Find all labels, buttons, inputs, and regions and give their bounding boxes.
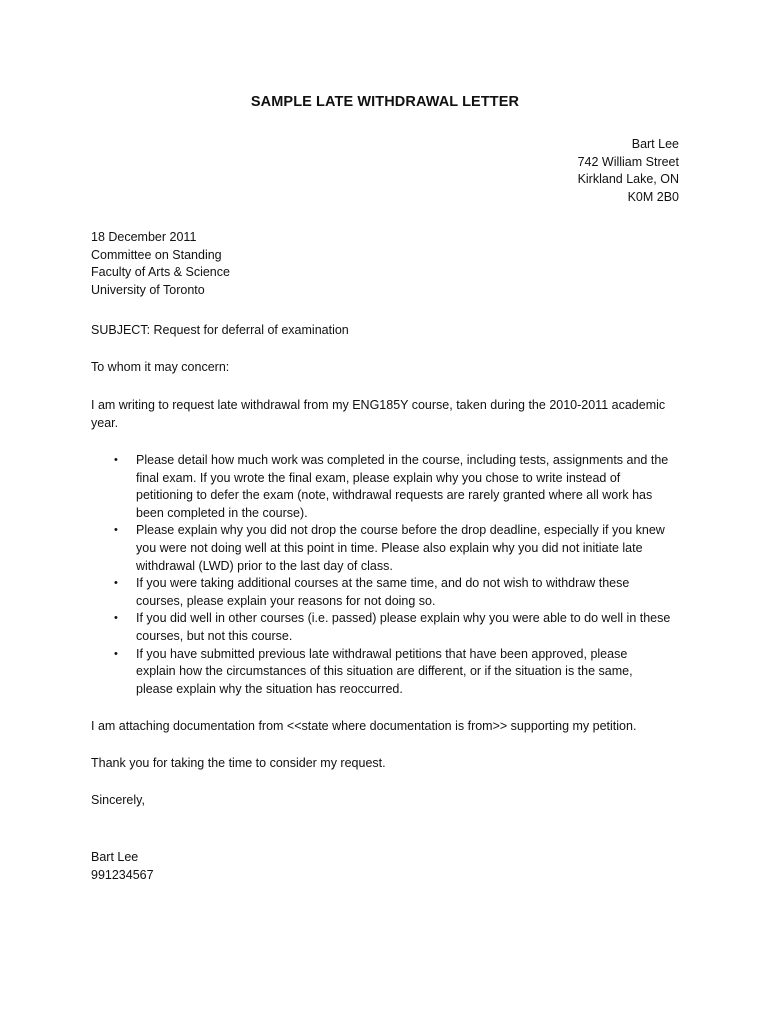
- sender-city: Kirkland Lake, ON: [577, 172, 679, 187]
- list-item-line: withdrawal (LWD) prior to the last day of class.: [136, 558, 393, 573]
- list-item: [91, 646, 691, 699]
- bullet-icon: •: [114, 647, 118, 660]
- subject-line: SUBJECT: Request for deferral of examination: [91, 323, 349, 337]
- list-item-line: courses, but not this course.: [136, 628, 293, 643]
- intro-paragraph: [91, 397, 691, 432]
- list-item: [91, 575, 691, 610]
- bullet-icon: •: [114, 577, 118, 590]
- list-item-line: If you were taking additional courses at the same time, and do not wish to withdraw these: [136, 576, 630, 591]
- sender-name: Bart Lee: [631, 137, 679, 151]
- list-item-line: please explain why the situation has reoccurred.: [136, 681, 403, 696]
- recipient-line-2: Faculty of Arts & Science: [91, 265, 230, 280]
- intro-line-2: year.: [91, 415, 119, 430]
- bullet-icon: •: [114, 524, 118, 537]
- list-item-line: final exam. If you wrote the final exam, please explain why you chose to write instead of: [136, 470, 621, 485]
- greeting: To whom it may concern:: [91, 360, 230, 374]
- list-item: [91, 610, 691, 645]
- thanks-paragraph: Thank you for taking the time to consider my request.: [91, 756, 386, 770]
- letter-date: 18 December 2011: [91, 230, 197, 244]
- list-item-line: Please explain why you did not drop the course before the drop deadline, especially if you knew: [136, 523, 665, 538]
- intro-line-1: I am writing to request late withdrawal from my ENG185Y course, taken during the 2010-2011 academic: [91, 398, 666, 412]
- list-item-line: you were not doing well at this point in time. Please also explain why you did not initiate late: [136, 540, 643, 555]
- list-item-line: been completed in the course).: [136, 505, 308, 520]
- recipient-line-3: University of Toronto: [91, 282, 205, 297]
- list-item-line: explain how the circumstances of this situation are different, or if the situation is the same,: [136, 664, 633, 679]
- list-item-line: If you did well in other courses (i.e. passed) please explain why you were able to do well in these: [136, 611, 671, 626]
- list-item: [91, 452, 691, 522]
- letter-title: SAMPLE LATE WITHDRAWAL LETTER: [250, 94, 520, 110]
- closing: Sincerely,: [91, 793, 145, 807]
- bullet-icon: •: [114, 612, 118, 625]
- list-item: [91, 522, 691, 575]
- signature-block: [91, 849, 691, 884]
- student-number: 991234567: [91, 867, 154, 882]
- sender-address: [578, 136, 679, 206]
- list-item-line: courses, please explain your reasons for not doing so.: [136, 593, 436, 608]
- instruction-list: [91, 452, 691, 698]
- list-item-line: If you have submitted previous late withdrawal petitions that have been approved, please: [136, 646, 628, 661]
- recipient-address: [91, 229, 691, 299]
- attachment-paragraph: I am attaching documentation from <<state where documentation is from>> supporting my petition.: [91, 719, 637, 733]
- sender-postal-code: K0M 2B0: [627, 189, 679, 204]
- list-item-line: Please detail how much work was completed in the course, including tests, assignments and the: [136, 453, 669, 467]
- recipient-line-1: Committee on Standing: [91, 247, 222, 262]
- bullet-icon: •: [114, 454, 118, 466]
- list-item-line: petitioning to defer the exam (note, withdrawal requests are rarely granted where all work has: [136, 488, 653, 503]
- sender-street: 742 William Street: [577, 154, 679, 169]
- signature-name: Bart Lee: [91, 850, 139, 864]
